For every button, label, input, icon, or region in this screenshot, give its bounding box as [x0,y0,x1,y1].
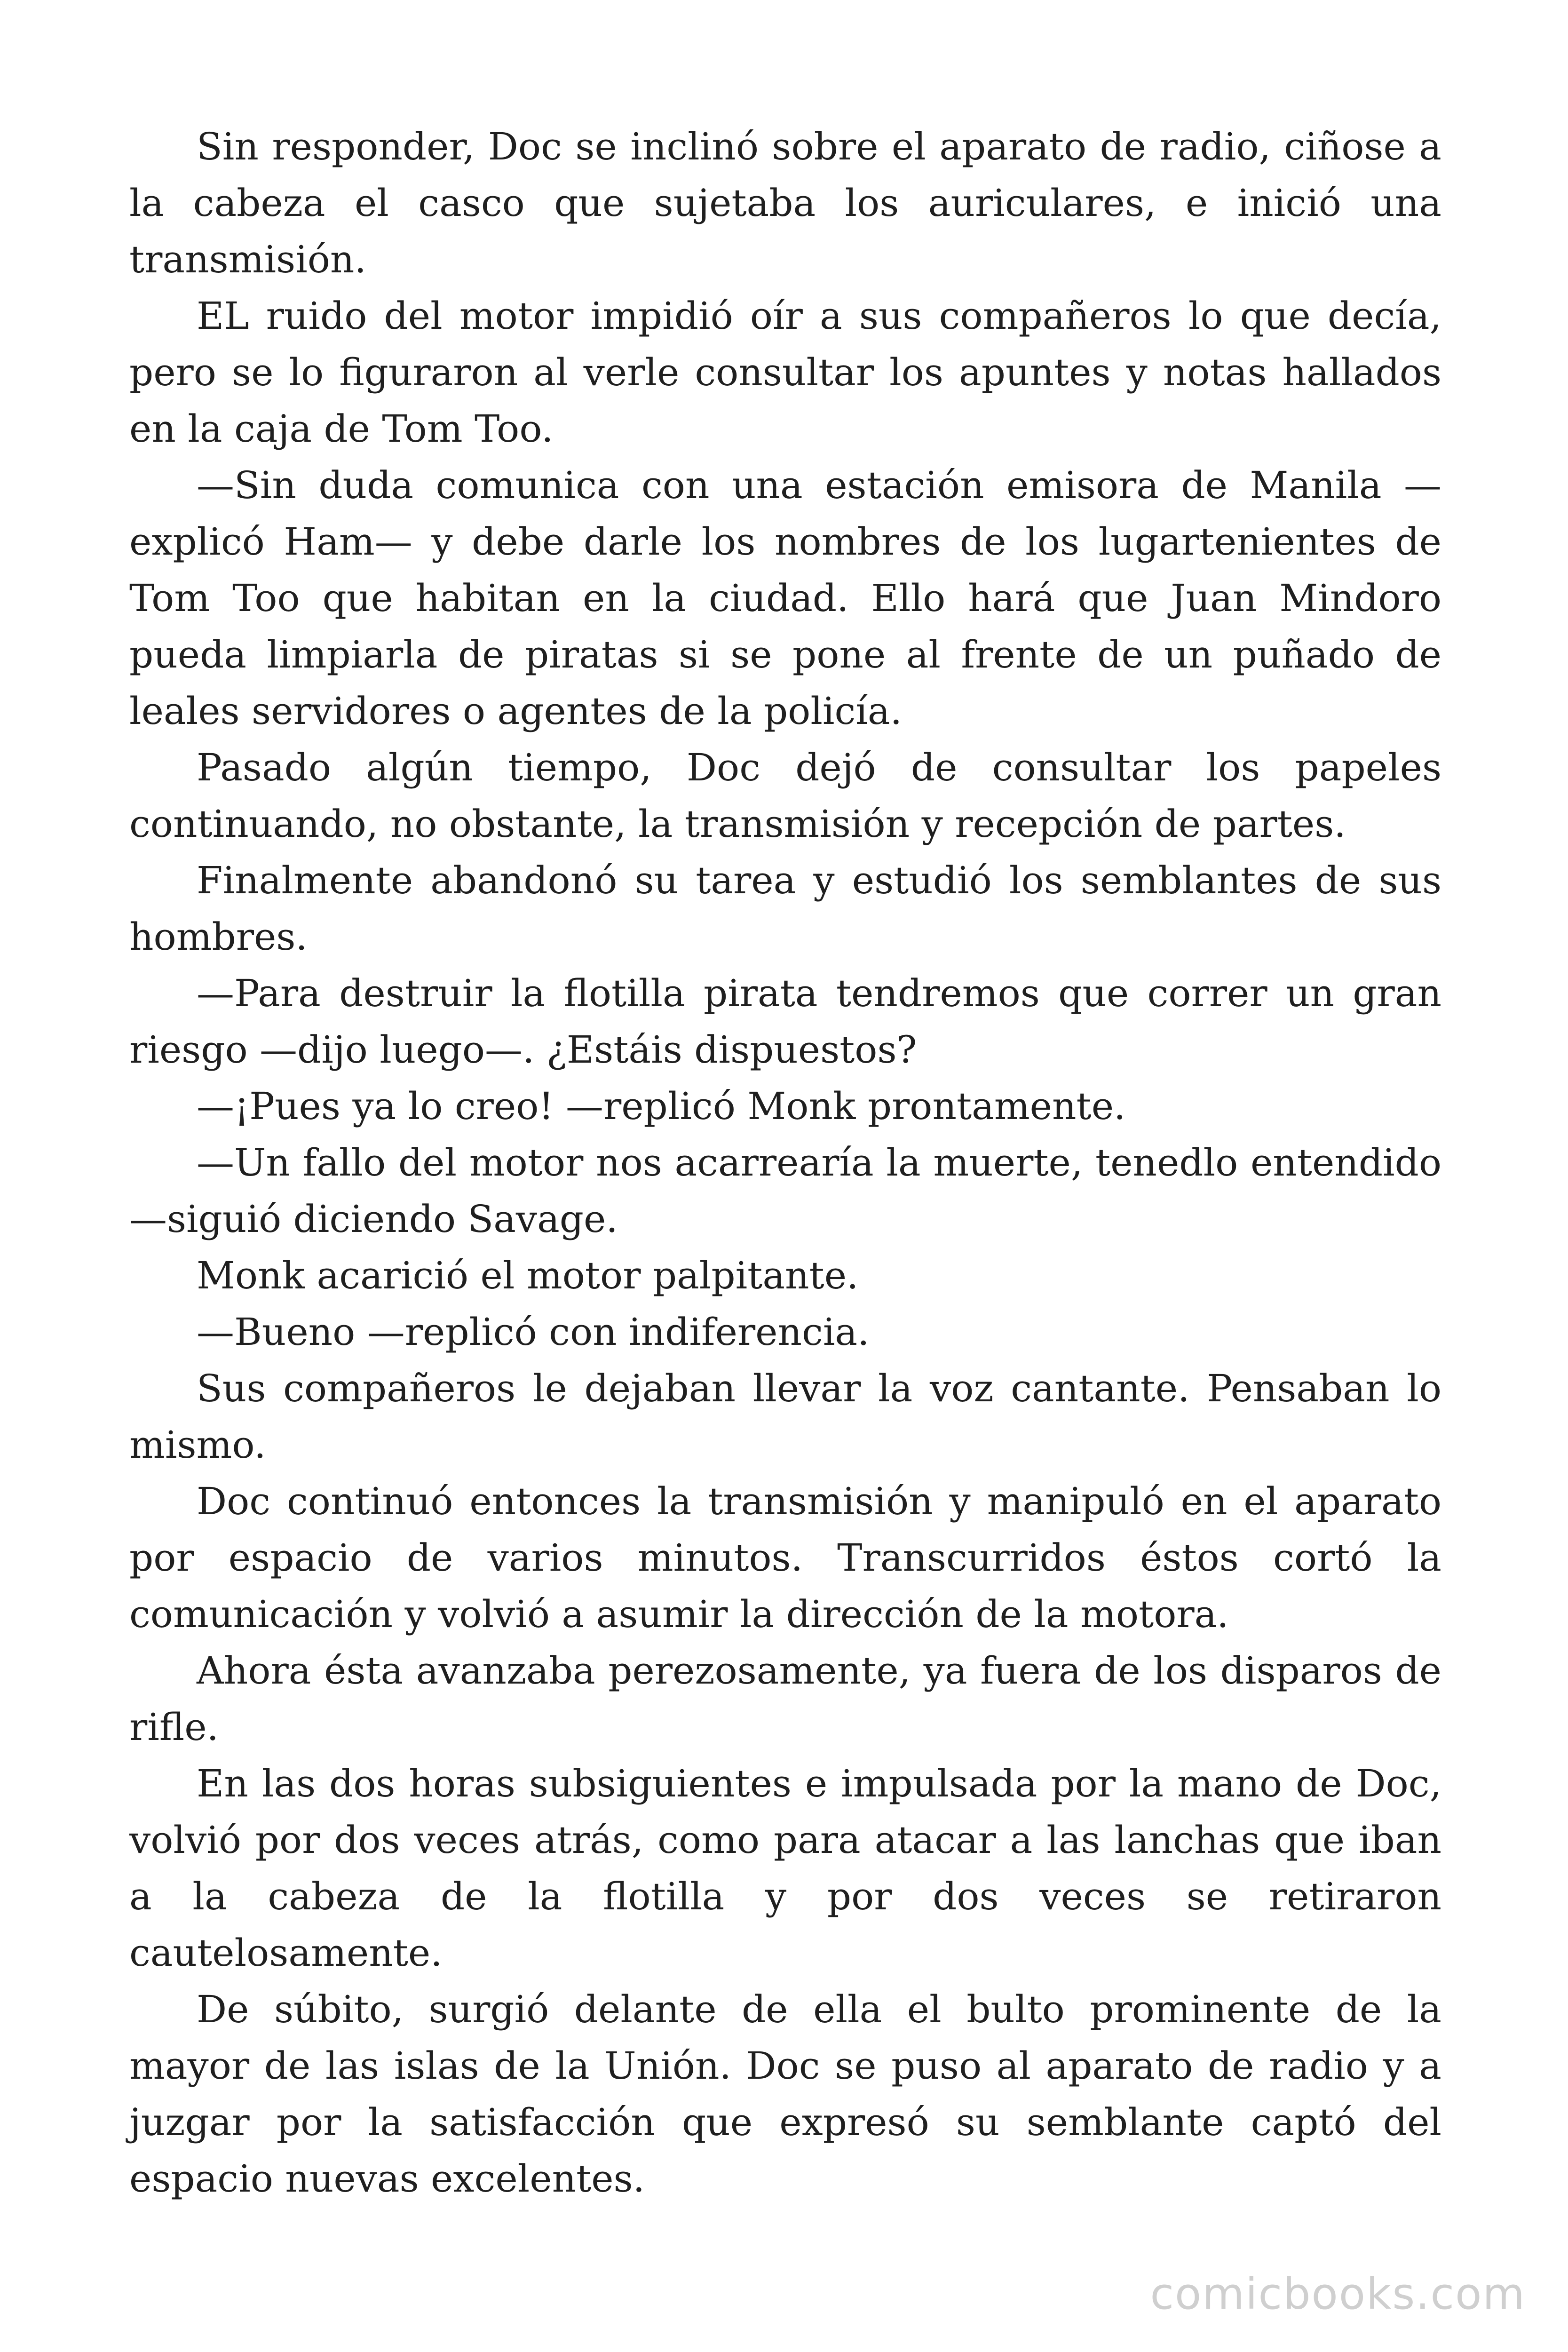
paragraph: En las dos horas subsiguientes e impulsada por la mano de Doc, volvió por dos veces atrás, como para atacar a las lanchas que iban a la cabeza de la flotilla y por dos veces se retiraron cautelosamente. [129,1762,1441,1975]
paragraph: —Un fallo del motor nos acarrearía la muerte, tenedlo entendido —siguió diciendo Savage. [129,1141,1441,1241]
paragraph: Ahora ésta avanzaba perezosamente, ya fuera de los disparos de rifle. [129,1649,1441,1749]
paragraph: —Sin duda comunica con una estación emisora de Manila —explicó Ham— y debe darle los nombres de los lugartenientes de Tom Too que habitan en la ciudad. Ello hará que Juan Mindoro pueda limpiarla de piratas si se pone al frente de un puñado de leales servidores o agentes de la policía. [129,463,1441,733]
paragraph: EL ruido del motor impidió oír a sus compañeros lo que decía, pero se lo figuraron al verle consultar los apuntes y notas hallados en la caja de Tom Too. [129,294,1441,451]
text-column [129,119,1441,2207]
paragraph: Sus compañeros le dejaban llevar la voz cantante. Pensaban lo mismo. [129,1367,1441,1467]
paragraph: Doc continuó entonces la transmisión y manipuló en el aparato por espacio de varios minutos. Transcurridos éstos cortó la comunicación y volvió a asumir la dirección de la motora. [129,1479,1441,1636]
paragraph: Sin responder, Doc se inclinó sobre el aparato de radio, ciñose a la cabeza el casco que sujetaba los auriculares, e inició una transmisión. [129,125,1441,281]
paragraph: —Para destruir la flotilla pirata tendremos que correr un gran riesgo —dijo luego—. ¿Estáis dispuestos? [129,971,1441,1072]
paragraph: —¡Pues ya lo creo! —replicó Monk prontamente. [197,1084,1126,1128]
paragraph: Finalmente abandonó su tarea y estudió los semblantes de sus hombres. [129,858,1441,959]
watermark: comicbooks.com [1150,2269,1526,2319]
paragraph: —Bueno —replicó con indiferencia. [197,1310,870,1354]
paragraph: Pasado algún tiempo, Doc dejó de consultar los papeles continuando, no obstante, la transmisión y recepción de partes. [129,746,1441,846]
paragraph: Monk acarició el motor palpitante. [197,1254,859,1297]
paragraph: De súbito, surgió delante de ella el bulto prominente de la mayor de las islas de la Unión. Doc se puso al aparato de radio y a juzgar por la satisfacción que expresó su semblante captó del espacio nuevas excelentes. [129,1987,1441,2201]
